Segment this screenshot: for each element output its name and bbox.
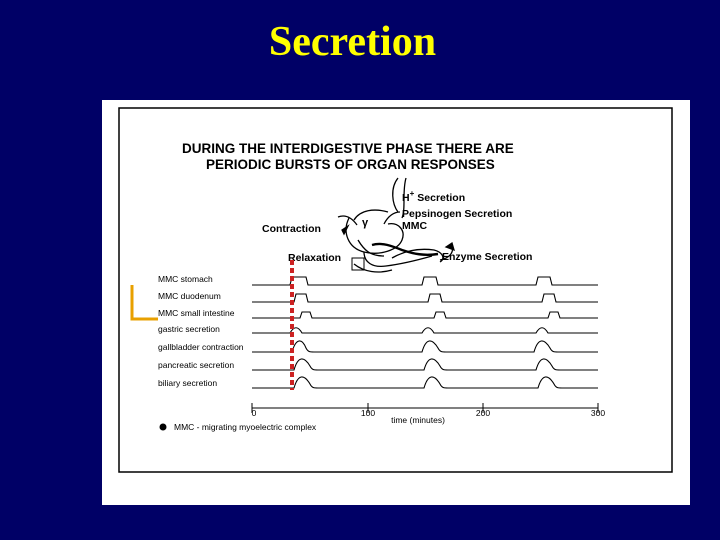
label-enzyme-secretion: Enzyme Secretion — [442, 251, 533, 263]
trace-pancreatic-secretion — [252, 359, 598, 370]
track-labels — [158, 274, 244, 388]
time-axis-ticklabel-0: 0 — [251, 408, 257, 418]
trace-mmc-small-intestine — [252, 312, 598, 318]
figure-heading-line2: PERIODIC BURSTS OF ORGAN RESPONSES — [206, 157, 495, 172]
footnote-text: MMC - migrating myoelectric complex — [174, 422, 317, 432]
label-gamma: γ — [362, 217, 369, 229]
time-axis-ticklabel-200: 200 — [475, 408, 491, 418]
track-label-biliary-secretion: biliary secretion — [158, 378, 218, 388]
label-contraction: Contraction — [262, 223, 321, 235]
time-axis-label: time (minutes) — [391, 415, 445, 425]
track-label-mmc-duodenum: MMC duodenum — [158, 291, 221, 301]
figure-panel — [102, 100, 690, 505]
track-label-gastric-secretion: gastric secretion — [158, 324, 220, 334]
label-relaxation: Relaxation — [288, 252, 342, 264]
trace-biliary-secretion — [252, 377, 598, 388]
trace-gallbladder-contraction — [252, 341, 598, 352]
orange-bracket — [132, 285, 158, 319]
track-label-mmc-small-intestine: MMC small intestine — [158, 308, 235, 318]
track-label-mmc-stomach: MMC stomach — [158, 274, 213, 284]
track-label-gallbladder-contraction: gallbladder contraction — [158, 342, 244, 352]
label-pepsinogen-secretion: Pepsinogen Secretion — [402, 208, 513, 220]
time-axis-ticklabel-300: 300 — [590, 408, 606, 418]
traces — [252, 277, 598, 388]
slide-title: Secretion — [268, 19, 437, 65]
label-mmc: MMC — [402, 220, 428, 232]
footnote-bullet-icon — [160, 424, 167, 431]
trace-mmc-duodenum — [252, 294, 598, 302]
trace-mmc-stomach — [252, 277, 598, 285]
label-h-secretion: H+ Secretion — [402, 189, 466, 204]
time-axis-ticklabel-100: 100 — [360, 408, 376, 418]
figure-heading-line1: DURING THE INTERDIGESTIVE PHASE THERE ARE — [182, 141, 514, 156]
trace-gastric-secretion — [252, 328, 598, 333]
figure-svg — [102, 100, 690, 505]
track-label-pancreatic-secretion: pancreatic secretion — [158, 360, 235, 370]
time-axis — [252, 403, 598, 413]
